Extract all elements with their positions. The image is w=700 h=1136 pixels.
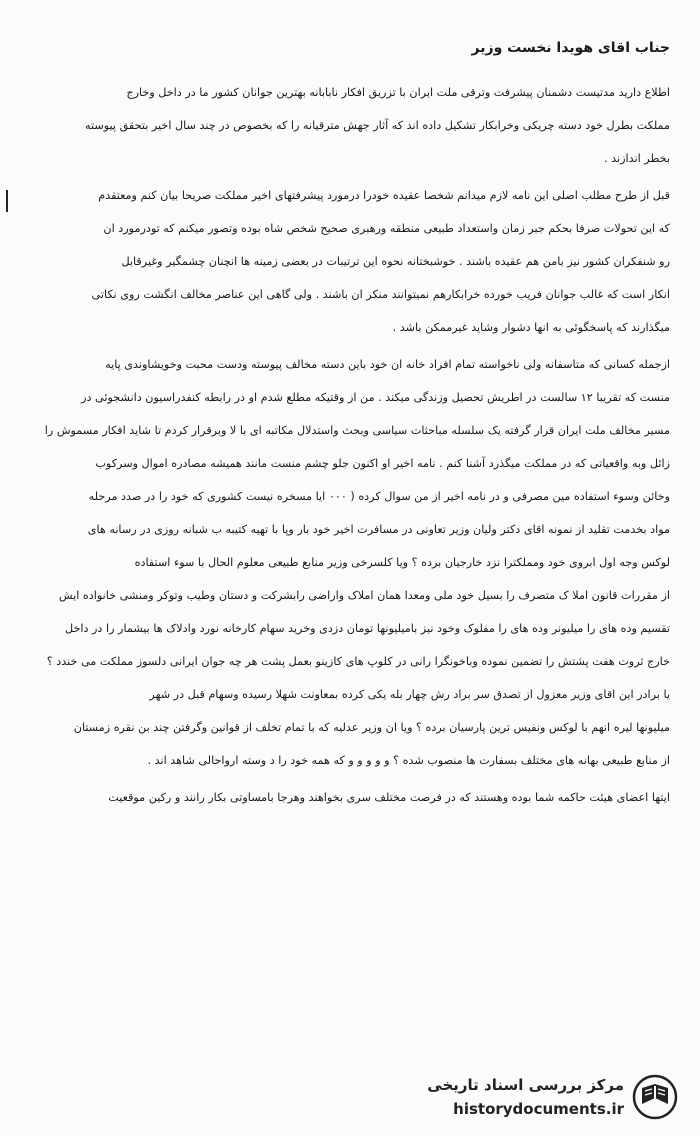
letter-line: انکار است که غالب جوانان فریب خورده خرابکارهم نمیتوانند منکر ان باشند . ولی گاهی این عناصر مخالف انگشت روی نکاتی	[91, 288, 670, 301]
letter-line: مواد بخدمت تقلید از نمونه اقای دکتر ولیان وزیر تعاونی در مسافرت اخیر خود بار وپا با تهیه کتیبه ب شبانه روزی در رسانه های	[87, 523, 670, 536]
letter-line: تقسیم وده های را میلیونر وده های را مفلوک وخود نیز بامیلیونها تومان دزدی وخرید سهام کارخانه نورد وادلاک ها بیشمار را در داخل	[65, 622, 670, 635]
letter-line: منست که تقریبا ۱۲ سالست در اطریش تحصیل وزندگی میکند . من از وقتیکه مطلع شدم او در رابطه کنفدراسیون دانشجوئی در	[81, 391, 670, 404]
letter-line: وخائن وسوء استفاده مین مصرفی و در نامه اخیر از من سوال کرده ( ۰۰۰ ایا مسخره نیست کشوری که خود را در صدد مرحله	[88, 490, 670, 503]
watermark	[427, 1068, 682, 1128]
letter-line: میگذارند که پاسخگوئی به انها دشوار وشاید غیرممکن باشد .	[392, 321, 670, 334]
letter-line: از مقررات قانون املا ک متصرف را بسیل خود ملی ومعدا همان املاک واراضی رابشرکت و دستان وطیب وتوکر ومنشی خانواده ایش	[58, 589, 670, 602]
letter-line: ایتها اعضای هیئت حاکمه شما بوده وهستند که در فرصت مختلف سری بخواهند وهرجا بامساوتی بکار رانند و رکین موقعیت	[108, 791, 670, 804]
margin-mark	[6, 190, 8, 212]
letter-line: خارج ثروت هفت پشتش را تضمین نموده وباخونگرا رانی در کلوپ های کازینو بعمل پشت هر چه جوان ایرانی دلسوز مملکت می خندد ؟	[46, 655, 670, 668]
letter-line: ازجمله کسانی که متاسفانه ولی ناخواسته تمام افراد خانه ان خود باین دسته مخالف پیوسته ودست محبت وخویشاوندی پایه	[105, 358, 670, 371]
letter-heading: جناب اقای هویدا نخست وزیر	[471, 40, 670, 56]
letter-line: قبل از طرح مطلب اصلی این نامه لازم میدانم شخصا عقیده خودرا درمورد پیشرفتهای اخیر مملکت صریحا بیان کنم ومعتقدم	[98, 189, 670, 202]
letter-line: که این تحولات صرفا بحکم جبر زمان واستعداد طبیعی منطقه ورهبری صحیح شخص شاه بوده وتصور میکنم که تودرمورد ان	[103, 222, 670, 235]
letter-body	[28, 76, 670, 814]
watermark-title: مرکز بررسی اسناد تاریخی	[427, 1076, 624, 1094]
book-emblem-icon	[632, 1074, 678, 1120]
letter-line: بخطر اندازند .	[604, 152, 670, 165]
letter-line: از منابع طبیعی بهانه های مختلف بسفارت ها منصوب شده ؟ و و و و و که همه خود را د وسته ارواحالی شاهد اند .	[147, 754, 670, 767]
letter-line: یا برادر این اقای وزیر معزول از تصدق سر براد رش چهار بله یکی کرده بمعاونت شهلا رسیده وسهام قبل در شهر	[149, 688, 670, 701]
letter-line: زائل وبه واقعیاتی که در مملکت میگذرد آشنا کنم . نامه اخیر او اکنون جلو چشم منست مانند همیشه مصادره اموال وسرکوب	[95, 457, 670, 470]
letter-line: میلیونها لیره انهم با لوکس ونفیس ترین پارسیان برده ؟ ویا ان وزیر عدلیه که با تمام تخلف از قوانین وگرفتن چند بن نقره زمستان	[73, 721, 670, 734]
letter-line: رو شنفکران کشور نیز بامن هم عقیده باشند . خوشبختانه نحوه این ترتیبات در بعضی زمینه ها انچنان چشمگیر وغیرقابل	[121, 255, 670, 268]
letter-line: لوکس وجه اول ابروی خود ومملکترا نزد خارجیان برده ؟ ویا کلسرخی وزیر منابع طبیعی معلوم الحال با سوء استفاده	[134, 556, 670, 569]
letter-line: مسیر مخالف ملت ایران قرار گرفته یک سلسله مباحثات سیاسی وبحث واستدلال مکاتبه ای با لا وبرقرار کردم تا شاید افکار مسموش را	[44, 424, 670, 437]
letter-line: اطلاع دارید مدتیست دشمنان پیشرفت وترقی ملت ایران با تزریق افکار نابابانه بهترین جوانان کشور ما در داخل وخارج	[126, 86, 670, 99]
letter-line: مملکت بطرل خود دسته چریکی وخرابکار تشکیل داده اند که آثار جهش مترقیانه را که بخصوص در چند سال اخیر بتحقق پیوسته	[85, 119, 670, 132]
watermark-url: historydocuments.ir	[453, 1100, 624, 1118]
